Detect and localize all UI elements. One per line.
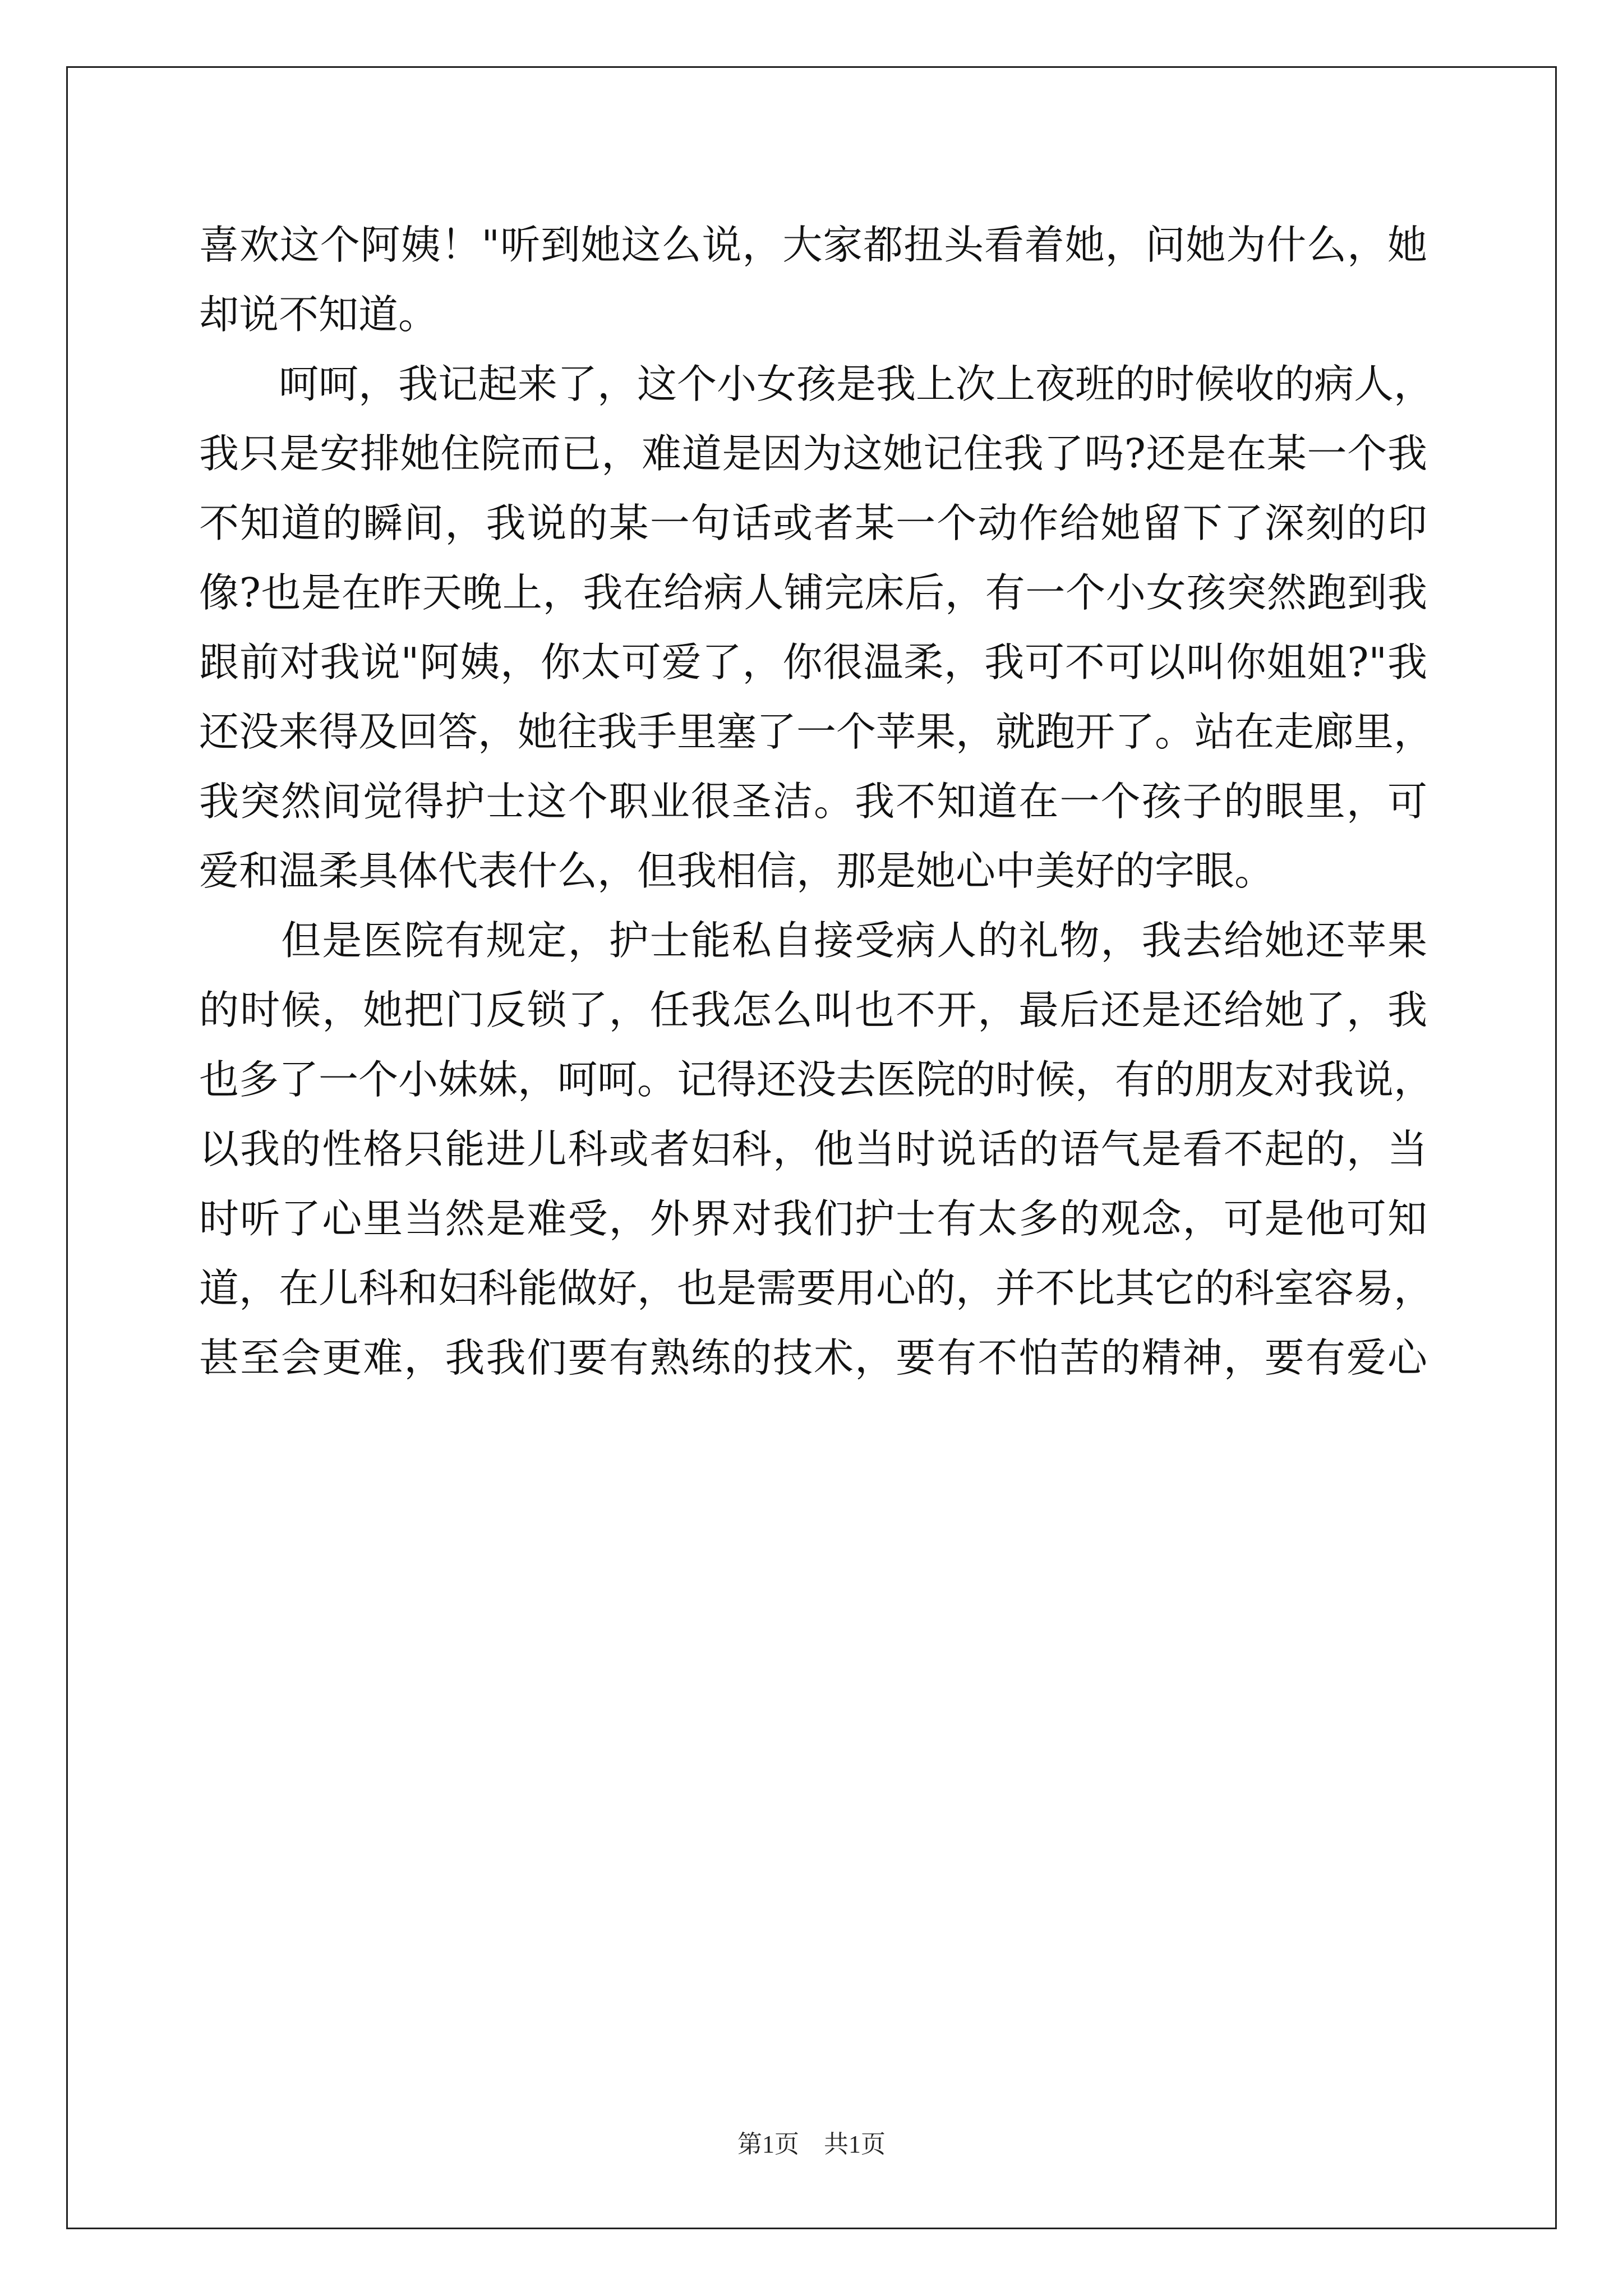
text-line: 也多了一个小妹妹，呵呵。记得还没去医院的时候，有的朋友对我说， <box>199 1056 1434 1103</box>
text-line: 道，在儿科和妇科能做好，也是需要用心的，并不比其它的科室容易， <box>199 1265 1434 1312</box>
text-line: 跟前对我说"阿姨，你太可爱了，你很温柔，我可不可以叫你姐姐?"我 <box>199 639 1427 685</box>
text-line: 还没来得及回答，她往我手里塞了一个苹果，就跑开了。站在走廊里， <box>199 708 1434 755</box>
text-line: 以我的性格只能进儿科或者妇科，他当时说话的语气是看不起的，当 <box>199 1126 1427 1172</box>
document-body <box>199 210 1434 1393</box>
page-number-footer: 第1页 共1页 <box>737 2131 886 2158</box>
text-line: 却说不知道。 <box>199 291 439 338</box>
text-line: 爱和温柔具体代表什么，但我相信，那是她心中美好的字眼。 <box>199 848 1275 894</box>
text-line: 我突然间觉得护士这个职业很圣洁。我不知道在一个孩子的眼里，可 <box>199 778 1427 825</box>
text-line: 甚至会更难，我我们要有熟练的技术，要有不怕苦的精神，要有爱心 <box>199 1335 1427 1381</box>
text-line: 但是医院有规定，护士能私自接受病人的礼物，我去给她还苹果 <box>199 917 1427 964</box>
text-line: 时听了心里当然是难受，外界对我们护士有太多的观念，可是他可知 <box>199 1195 1427 1242</box>
text-line: 我只是安排她住院而已，难道是因为这她记住我了吗?还是在某一个我 <box>199 430 1427 477</box>
text-line: 像?也是在昨天晚上，我在给病人铺完床后，有一个小女孩突然跑到我 <box>199 569 1427 616</box>
text-line: 呵呵，我记起来了，这个小女孩是我上次上夜班的时候收的病人， <box>199 361 1434 407</box>
text-line: 不知道的瞬间，我说的某一句话或者某一个动作给她留下了深刻的印 <box>199 500 1427 546</box>
text-line: 的时候，她把门反锁了，任我怎么叫也不开，最后还是还给她了，我 <box>199 987 1427 1033</box>
text-line: 喜欢这个阿姨！"听到她这么说，大家都扭头看着她，问她为什么，她 <box>199 222 1427 268</box>
